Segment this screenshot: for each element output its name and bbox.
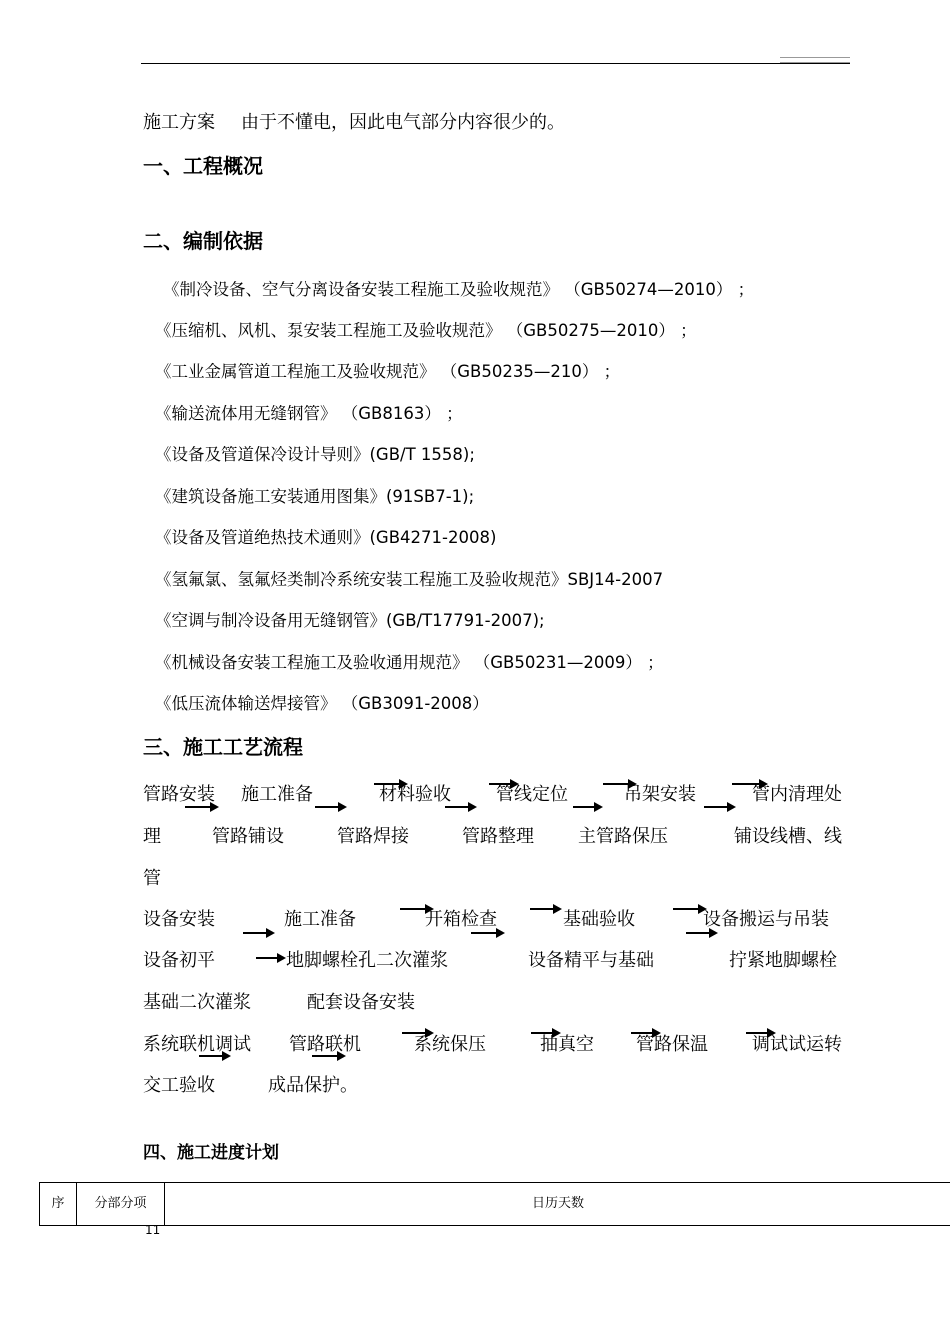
flow-arrow	[315, 801, 347, 813]
section-heading-3: 三、施工工艺流程	[143, 735, 303, 759]
flow-step: 设备搬运与吊装	[703, 909, 829, 930]
intro-title: 施工方案	[143, 112, 215, 133]
flow-arrow	[199, 1050, 231, 1062]
flow-arrow	[256, 952, 286, 964]
flow-arrow	[185, 801, 219, 813]
flow-label-system: 系统联机调试	[143, 1034, 251, 1055]
reference-item: 《设备及管道保冷设计导则》(GB/T 1558);	[155, 445, 475, 464]
flow-step: 设备精平与基础	[528, 950, 654, 971]
flow-arrow	[312, 1050, 346, 1062]
flow-step: 管	[143, 868, 161, 889]
flow-step: 主管路保压	[578, 826, 668, 847]
flow-step: 管路保温	[636, 1034, 708, 1055]
flow-step: 施工准备	[241, 784, 313, 805]
section-heading-4: 四、施工进度计划	[143, 1143, 279, 1163]
flow-step: 材料验收	[379, 784, 451, 805]
reference-item: 《建筑设备施工安装通用图集》(91SB7-1);	[155, 487, 475, 506]
flow-arrow	[732, 778, 768, 790]
flow-arrow	[471, 927, 505, 939]
flow-label-equipment: 设备安装	[143, 909, 215, 930]
flow-step: 拧紧地脚螺栓	[729, 950, 837, 971]
flow-arrow	[400, 903, 434, 915]
flow-step: 地脚螺栓孔二次灌浆	[286, 950, 448, 971]
reference-item: 《空调与制冷设备用无缝钢管》(GB/T17791-2007);	[155, 611, 545, 630]
page-number: 11	[145, 1223, 161, 1237]
header-rule	[141, 63, 850, 64]
flow-step: 交工验收	[143, 1075, 215, 1096]
intro-note: 由于不懂电，因此电气部分内容很少的。	[241, 112, 565, 133]
flow-step: 调试试运转	[752, 1034, 842, 1055]
flow-step: 施工准备	[284, 909, 356, 930]
section-heading-2: 二、编制依据	[143, 229, 263, 253]
flow-arrow	[531, 1027, 561, 1039]
flow-step: 配套设备安装	[307, 992, 415, 1013]
flow-arrow	[374, 778, 408, 790]
flow-arrow	[603, 778, 637, 790]
flow-arrow	[402, 1027, 434, 1039]
flow-step: 基础验收	[563, 909, 635, 930]
flow-arrow	[489, 778, 519, 790]
reference-item: 《输送流体用无缝钢管》 （GB8163） ；	[155, 404, 463, 423]
flow-step: 系统保压	[414, 1034, 486, 1055]
reference-item: 《设备及管道绝热技术通则》(GB4271-2008)	[155, 528, 497, 547]
flow-step: 开箱检查	[425, 909, 497, 930]
flow-step: 管内清理处	[752, 784, 842, 805]
flow-arrow	[631, 1027, 661, 1039]
reference-item: 《机械设备安装工程施工及验收通用规范》 （GB50231—2009） ；	[155, 653, 664, 672]
flow-step: 铺设线槽、线	[734, 826, 842, 847]
flow-step: 成品保护。	[268, 1075, 358, 1096]
flow-step: 抽真空	[540, 1034, 594, 1055]
flow-step: 理	[143, 826, 161, 847]
flow-step: 管路焊接	[337, 826, 409, 847]
flow-step: 管路整理	[462, 826, 534, 847]
reference-item: 《压缩机、风机、泵安装工程施工及验收规范》 （GB50275—2010） ；	[155, 321, 697, 340]
flow-arrow	[243, 927, 275, 939]
reference-item: 《工业金属管道工程施工及验收规范》 （GB50235—210） ；	[155, 362, 621, 381]
flow-arrow	[746, 1027, 776, 1039]
flow-step: 管线定位	[496, 784, 568, 805]
reference-item: 《制冷设备、空气分离设备安装工程施工及验收规范》 （GB50274—2010） ；	[163, 280, 755, 299]
section-heading-1: 一、工程概况	[143, 154, 263, 178]
flow-arrow	[704, 801, 736, 813]
flow-step: 基础二次灌浆	[143, 992, 251, 1013]
flow-step: 吊架安装	[624, 784, 696, 805]
flow-arrow	[445, 801, 477, 813]
table-header-index: 序	[51, 1196, 65, 1211]
reference-item: 《氢氟氯、氢氟烃类制冷系统安装工程施工及验收规范》SBJ14-2007	[155, 570, 664, 589]
flow-step: 设备初平	[143, 950, 215, 971]
flow-arrow	[686, 927, 718, 939]
flow-step: 管路联机	[289, 1034, 361, 1055]
flow-arrow	[530, 903, 562, 915]
flow-arrow	[573, 801, 603, 813]
flow-arrow	[673, 903, 707, 915]
flow-label-pipe: 管路安装	[143, 784, 215, 805]
reference-item: 《低压流体输送焊接管》 （GB3091-2008）	[155, 694, 489, 713]
table-header-item: 分部分项	[94, 1196, 147, 1211]
table-header-days: 日历天数	[531, 1196, 584, 1211]
flow-step: 管路铺设	[212, 826, 284, 847]
schedule-table	[39, 1182, 950, 1226]
